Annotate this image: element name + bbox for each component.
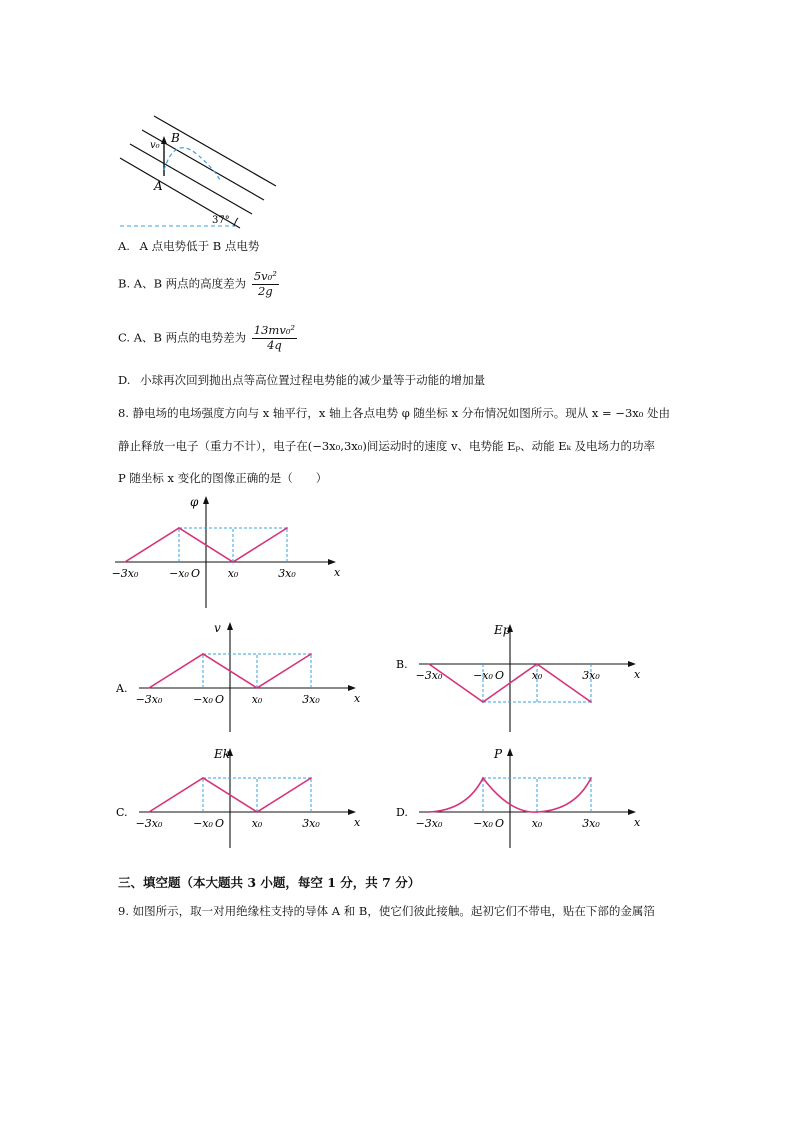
tick-label: x₀ — [251, 693, 263, 706]
option-c-fraction — [252, 324, 297, 353]
y-axis-arrowhead — [227, 622, 233, 630]
option-d-letter: D. — [118, 373, 131, 387]
data-point — [256, 687, 258, 689]
tick-label: 3x₀ — [302, 817, 320, 830]
option-d — [118, 374, 485, 388]
tick-label: O — [190, 567, 200, 580]
data-point — [590, 777, 592, 779]
y-axis-label: Ek — [214, 747, 231, 761]
data-point — [428, 663, 430, 665]
q8-line-2: 静止释放一电子（重力不计），电子在(−3x₀,3x₀)间运动时的速度 v、电势能 Eₚ、动能 Eₖ 及电场力的功率 — [118, 439, 656, 453]
data-point — [124, 561, 126, 563]
y-axis-label: P — [494, 747, 503, 761]
x-axis-arrowhead — [328, 559, 336, 565]
phi-chart — [112, 492, 342, 612]
data-point — [536, 663, 538, 665]
field-line-1 — [154, 116, 276, 186]
trajectory-path — [164, 148, 220, 180]
tick-label: −x₀ — [473, 817, 493, 830]
option-b-numerator: 5v₀² — [253, 269, 277, 283]
tick-label: x₀ — [531, 669, 543, 682]
q8-line-1: 8. 静电场的电场强度方向与 x 轴平行，x 轴上各点电势 φ 随坐标 x 分布情况如图所示。现从 x = −3x₀ 处由 — [118, 406, 671, 420]
data-point — [428, 811, 430, 813]
tick-label: −3x₀ — [135, 817, 163, 830]
field-line-3 — [130, 144, 252, 214]
section-3-heading: 三、填空题（本大题共 3 小题，每空 1 分，共 7 分） — [118, 875, 421, 890]
option-b-letter: B. — [118, 276, 131, 291]
tick-label: O — [494, 669, 504, 682]
velocity-arrowhead — [161, 136, 167, 144]
option-c-text: A、B 两点的电势差为 — [133, 330, 247, 345]
x-axis-arrowhead — [348, 685, 356, 691]
y-axis-arrowhead — [203, 496, 209, 504]
option-letter: A. — [116, 682, 128, 695]
q8-line-3: P 随坐标 x 变化的图像正确的是（ ） — [118, 471, 328, 485]
tick-label: 3x₀ — [582, 817, 600, 830]
option-c-letter: C. — [118, 330, 131, 345]
q9-line-1: 9. 如图所示，取一对用绝缘柱支持的导体 A 和 B，使它们彼此接触。起初它们不带电，贴在下部的金属箔 — [118, 904, 655, 918]
data-point — [482, 777, 484, 779]
data-point — [482, 701, 484, 703]
option-c-ek-chart — [112, 740, 362, 850]
data-point — [286, 527, 288, 529]
option-b-text: A、B 两点的高度差为 — [133, 276, 247, 291]
option-letter: C. — [116, 806, 128, 819]
y-axis-label: φ — [190, 495, 199, 509]
option-d-p-chart — [392, 740, 642, 850]
label-v0: v₀ — [150, 140, 160, 151]
data-point — [202, 777, 204, 779]
tick-label: 3x₀ — [302, 693, 320, 706]
data-point — [232, 561, 234, 563]
tick-label: x₀ — [227, 567, 239, 580]
x-axis-label: x — [354, 692, 361, 705]
tick-label: O — [494, 817, 504, 830]
option-b-ep-chart — [392, 616, 642, 736]
tick-label: 3x₀ — [582, 669, 600, 682]
data-point — [202, 653, 204, 655]
x-axis-label: x — [634, 668, 641, 681]
tick-label: −x₀ — [193, 693, 213, 706]
option-b-fraction — [252, 270, 279, 299]
option-d-text: 小球再次回到抛出点等高位置过程电势能的减少量等于动能的增加量 — [140, 373, 486, 387]
data-point — [536, 811, 538, 813]
y-axis-arrowhead — [507, 748, 513, 756]
data-point — [178, 527, 180, 529]
tick-label: −3x₀ — [112, 567, 139, 580]
data-point — [310, 653, 312, 655]
tick-label: x₀ — [531, 817, 543, 830]
data-point — [148, 811, 150, 813]
option-c-denominator: 4q — [267, 337, 282, 352]
option-a-v-chart — [112, 616, 362, 736]
x-axis-arrowhead — [628, 661, 636, 667]
angle-arc — [234, 218, 238, 226]
data-point — [256, 811, 258, 813]
option-a-text: A 点电势低于 B 点电势 — [139, 239, 260, 253]
option-c — [118, 324, 299, 353]
option-a-letter: A. — [118, 239, 130, 253]
option-c-numerator: 13mv₀² — [253, 323, 296, 337]
y-axis-label: v — [214, 621, 221, 635]
x-axis-label: x — [634, 816, 641, 829]
option-b-denominator: 2g — [258, 283, 273, 298]
option-a — [118, 240, 259, 254]
option-b — [118, 270, 281, 299]
tick-label: −3x₀ — [135, 693, 163, 706]
x-axis-arrowhead — [628, 809, 636, 815]
y-axis-label: Ep — [494, 623, 511, 637]
tick-label: −3x₀ — [415, 669, 443, 682]
label-A: A — [154, 179, 163, 193]
tick-label: O — [214, 693, 224, 706]
data-point — [148, 687, 150, 689]
x-axis-arrowhead — [348, 809, 356, 815]
option-letter: B. — [396, 658, 408, 671]
tick-label: −x₀ — [473, 669, 493, 682]
option-letter: D. — [396, 806, 408, 819]
tick-label: −3x₀ — [415, 817, 443, 830]
tick-label: 3x₀ — [278, 567, 296, 580]
field-lines-figure — [112, 108, 287, 233]
data-point — [310, 777, 312, 779]
data-point — [590, 701, 592, 703]
tick-label: x₀ — [251, 817, 263, 830]
tick-label: −x₀ — [169, 567, 189, 580]
tick-label: −x₀ — [193, 817, 213, 830]
x-axis-label: x — [354, 816, 361, 829]
angle-label: 37° — [212, 215, 230, 226]
tick-label: O — [214, 817, 224, 830]
x-axis-label: x — [334, 566, 341, 579]
label-B: B — [171, 131, 180, 145]
